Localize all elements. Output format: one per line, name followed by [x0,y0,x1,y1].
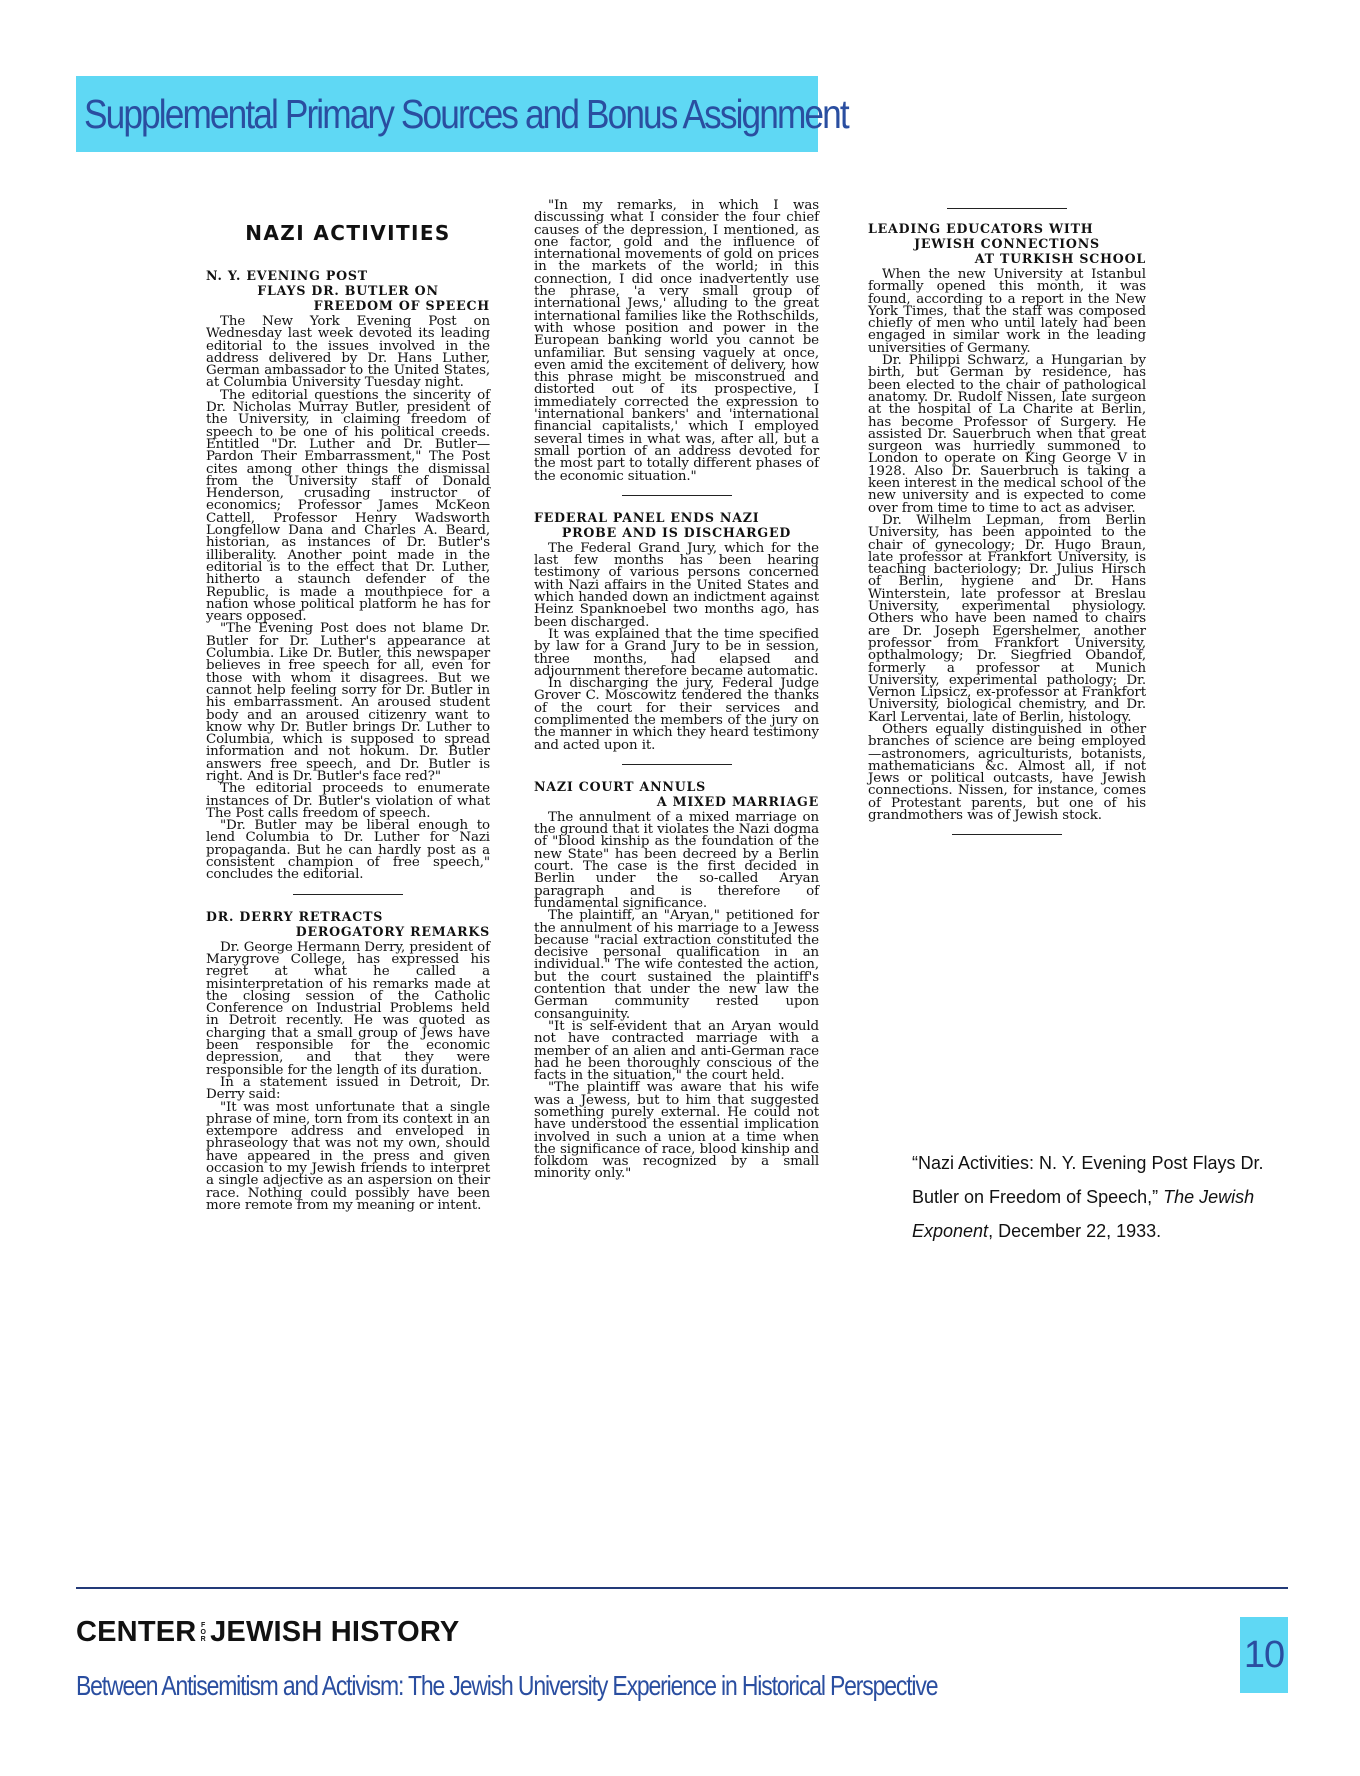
article-paragraph: The editorial questions the sincerity of Dr. Nicholas Murray Butler, president of the University, in claiming freedom of speech to be one of his political creeds. Entitled "Dr. Luther and Dr. Butler—Pardon Their Embarrassment," The Post cites among other things the dismissal from the University staff of Donald Henderson, crusading instructor of economics; Professor James McKeon Cattell, Professor Henry Wadsworth Longfellow Dana and Charles A. Beard, historian, as instances of Dr. Butler's illiberality. Another point made in the editorial is to the effect that Dr. Luther, hitherto a staunch defender of the Republic, is made a mouthpiece for a nation whose political platform he has for years opposed. [206,387,490,625]
clipping-masthead: NAZI ACTIVITIES [245,221,451,245]
clipping-column-3 [868,208,1146,849]
center-for-jewish-history-logo [76,1612,459,1652]
headline-line: DR. DERRY RETRACTS [206,908,384,924]
logo-for-letter: R [200,1635,206,1643]
headline-derry [206,909,490,939]
headline-nazi-court [534,779,819,809]
headline-line: FEDERAL PANEL ENDS NAZI [534,509,760,525]
source-caption [912,1146,1312,1248]
article-paragraph: The plaintiff, an "Aryan," petitioned for the annulment of his marriage to a Jewess because "racial extraction constituted the decisive personal qualification in an individual." The wife contested the action, but the court sustained the plaintiff's contention that under the new law the German community rested upon consanguinity. [534,908,819,1022]
clipping-column-1 [206,222,490,1212]
headline-federal-panel [534,510,819,540]
section-banner [76,76,848,152]
article-paragraph: The New York Evening Post on Wednesday last week devoted its leading editorial to the issues involved in the address delivered by Dr. Hans Luther, German ambassador to the United States, at Columbia University Tuesday night. [206,314,490,391]
article-paragraph: The editorial proceeds to enumerate instances of Dr. Butler's violation of what The Post calls freedom of speech. [206,781,490,821]
headline-line: PROBE AND IS DISCHARGED [561,524,792,540]
column-rule [622,764,732,765]
headline-line: AT TURKISH SCHOOL [974,251,1146,266]
article-paragraph: "It is self-evident that an Aryan would not have contracted marriage with a member of an alien and anti-German race had he been thoroughly conscious of the facts in the situation," the court held. [534,1018,819,1084]
column-rule [293,894,403,895]
article-paragraph: Dr. Philippi Schwarz, a Hungarian by birth, but German by residence, has been elected to the chair of pathological anatomy. Dr. Rudolf Nissen, late surgeon at the hospital of La Charite at Berlin, has become Professor of Surgery. He assisted Dr. Sauerbruch when that great surgeon was hurriedly summoned to London to operate on King George V in 1928. Also Dr. Sauerbruch is taking a keen interest in the medical school of the new university and is expected to come over from time to time to act as adviser. [868,353,1146,516]
logo-text-left: CENTER [76,1615,197,1648]
logo-for-letter: F [201,1621,206,1629]
series-subtitle: Between Antisemitism and Activism: The Jewish University Experience in Historical Perspective [76,1670,938,1701]
clipping-column-2 [534,200,819,1181]
headline-line: FREEDOM OF SPEECH [313,298,490,313]
headline-line: JEWISH CONNECTIONS [914,236,1100,251]
article-paragraph: In discharging the jury, Federal Judge Grover C. Moscowitz tendered the thanks of the court for their services and complimented the members of the jury on the manner in which they heard testimony and acted upon it. [534,676,819,753]
article-paragraph: "The plaintiff was aware that his wife was a Jewess, but to him that suggested something purely external. He could not have understood the essential implication involved in such a union at a time when the significance of race, blood kinship and folkdom was recognized by a small minority only." [534,1080,819,1182]
headline-line: NAZI COURT ANNULS [534,778,707,794]
column-rule [947,208,1067,209]
article-paragraph: It was explained that the time specified by law for a Grand Jury to be in session, three months, had elapsed and adjournment therefore became automatic. [534,626,819,679]
column-rule [952,834,1062,835]
banner-title: Supplemental Primary Sources and Bonus Assignment [84,90,848,137]
column-rule [622,495,732,496]
footer-divider [76,1587,1288,1589]
headline-line: N. Y. EVENING POST [206,268,368,283]
logo-for-letter: O [200,1628,207,1636]
headline-line: DEROGATORY REMARKS [295,923,490,939]
article-paragraph: Dr. Wilhelm Lepman, from Berlin University, has been appointed to the chair of gynecology; Dr. Hugo Braun, late professor at Frankfort University, is teaching bacteriology; Dr. Julius Hirsch of Berlin, hygiene and Dr. Hans Winterstein, late professor at Breslau University, experimental physiology. Others who have been named to chairs are Dr. Joseph Egershelmer, another professor from Frankfort University, opthalmology; Dr. Siegfried Obandof, formerly a professor at Munich University, experimental pathology; Dr. Vernon Lipsicz, ex-professor at Frankfort University, biological chemistry, and Dr. Karl Lerventai, late of Berlin, histology. [868,512,1146,725]
page-number: 10 [1240,1617,1288,1693]
headline-educators [868,221,1146,266]
headline-line: FLAYS DR. BUTLER ON [257,283,439,298]
article-paragraph: The Federal Grand Jury, which for the last few months has been hearing testimony of various persons concerned with Nazi affairs in the United States and which handed down an indictment against Heinz Spanknoebel two months ago, has been discharged. [534,540,819,630]
article-paragraph: Dr. George Hermann Derry, president of Marygrove College, has expressed his regret at what he called a misinterpretation of his remarks made at the closing session of the Catholic Conference on Industrial Problems held in Detroit recently. He was quoted as charging that a small group of Jews have been responsible for the economic depression, and that they were responsible for the length of its duration. [206,939,490,1078]
headline-line: A MIXED MARRIAGE [656,793,819,809]
headline-evening-post [206,268,490,313]
logo-text-right: JEWISH HISTORY [210,1615,460,1648]
headline-line: LEADING EDUCATORS WITH [868,221,1094,236]
logo-for-stack [200,1622,206,1643]
article-paragraph: "It was most unfortunate that a single phrase of mine, torn from its context in an extempore address and enveloped in phraseology that was not my own, should have appeared in the press and given occasion to my Jewish friends to interpret a single adjective as an aspersion on their race. Nothing could possibly have been more remote from my meaning or intent. [206,1099,490,1213]
article-paragraph: When the new University at Istanbul formally opened this month, it was found, according to a report in the New York Times, that the staff was composed chiefly of men who until lately had been engaged in similar work in the leading universities of Germany. [868,267,1146,356]
article-paragraph: The annulment of a mixed marriage on the ground that it violates the Nazi dogma of "blood kinship as the foundation of the new State" has been decreed by a Berlin court. The case is the first decided in Berlin under the so-called Aryan paragraph and is therefore of fundamental significance. [534,809,819,911]
article-paragraph: "In my remarks, in which I was discussing what I consider the four chief causes of the depression, I mentioned, as one factor, gold and the influence of international movements of gold on prices in the markets of the world; in this connection, I did once inadvertently use the phrase, 'a very small group of international Jews,' alluding to the great international families like the Rothschilds, with whose position and power in the European banking world you cannot be unfamiliar. But sensing vaguely at once, even amid the excitement of delivery, how this phrase might be misconstrued and distorted out of its prospective, I immediately corrected the expression to 'international bankers' and 'international financial capitalists,' which I employed several times in what was, after all, but a small portion of an address devoted for the most part to totally different phases of the economic situation." [534,198,819,484]
article-paragraph: In a statement issued in Detroit, Dr. Derry said: [206,1074,490,1103]
caption-publication: The Jewish Exponent [912,1187,1255,1241]
caption-quote: “Nazi Activities: N. Y. Evening Post Flays Dr. Butler on Freedom of Speech,” [912,1153,1264,1207]
article-paragraph: Others equally distinguished in other branches of science are being employed—astronomers, agriculturists, botanists, mathematicians &c. Almost all, if not Jews or political outcasts, have Jewish connections. Nissen, for instance, comes of Protestant parents, but one of his grandmothers was of Jewish stock. [868,721,1146,824]
article-paragraph: "Dr. Butler may be liberal enough to lend Columbia to Dr. Luther for Nazi propaganda. But he can hardly post as a consistent champion of free speech," concludes the editorial. [206,818,490,883]
caption-date: , December 22, 1933. [988,1221,1162,1241]
article-paragraph: "The Evening Post does not blame Dr. Butler for Dr. Luther's appearance at Columbia. Like Dr. Butler, this newspaper believes in free speech for all, even for those with whom it disagrees. But we cannot help feeling sorry for Dr. Butler in his embarrassment. An aroused student body and an aroused citizenry want to know why Dr. Butler brings Dr. Luther to Columbia, which is supposed to spread information and not hokum. Dr. Butler answers free speech, and Dr. Butler is right. And is Dr. Butler's face red?" [206,621,490,784]
